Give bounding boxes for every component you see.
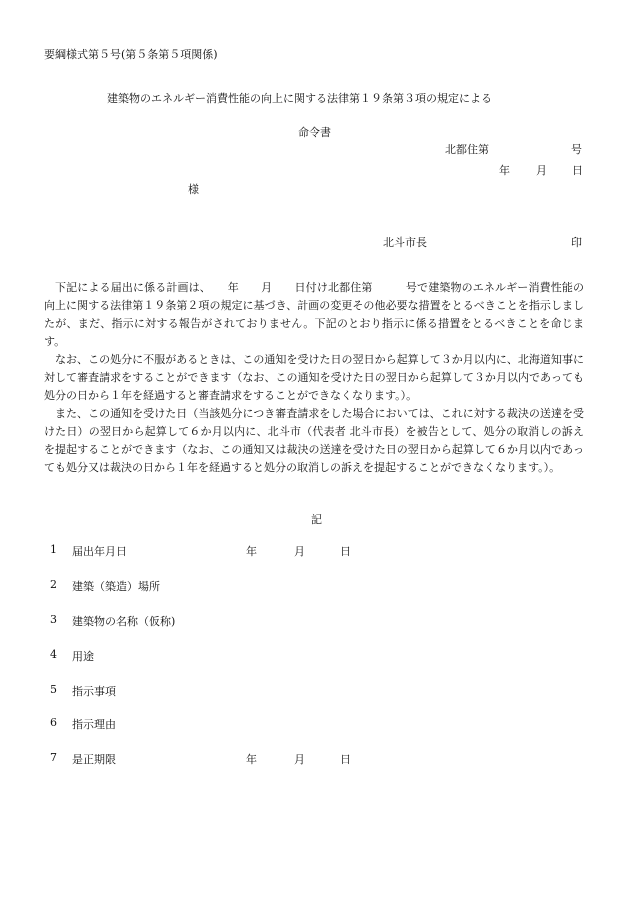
item-date-year: 年 <box>246 753 257 766</box>
item-number: 4 <box>50 648 57 661</box>
item-number: 1 <box>50 543 57 556</box>
item-number: 7 <box>50 751 57 764</box>
issue-date-day: 日 <box>572 164 583 177</box>
form-label: 要綱様式第５号(第５条第５項関係) <box>44 48 218 61</box>
item-label: 建築（築造）場所 <box>72 580 160 593</box>
item-date-day: 日 <box>340 753 351 766</box>
recipient-honorific: 様 <box>188 183 199 196</box>
list-item-reason <box>0 716 630 736</box>
body-paragraph-lawsuit: また、この通知を受けた日（当該処分につき審査請求をした場合においては、これに対する裁決の送達を受けた日）の翌日から起算して６か月以内に、北斗市（代表者 北斗市長）を被告として、処分の取消しの訴えを提起することができます（なお、この通知又は裁決の送達を受けた日の翌日から起算して６か月以内であっても処分又は裁決の日から１年を経過すると処分の取消しの訴えを提起することができなくなります。）。 <box>44 407 584 474</box>
item-label: 指示理由 <box>72 718 116 731</box>
law-heading: 建築物のエネルギー消費性能の向上に関する法律第１９条第３項の規定による <box>107 92 492 105</box>
item-number: 3 <box>50 613 57 626</box>
list-item-use <box>0 648 630 668</box>
issue-date-year: 年 <box>499 164 510 177</box>
item-label: 届出年月日 <box>72 545 127 558</box>
list-item-instructions <box>0 683 630 703</box>
item-date-month: 月 <box>294 753 305 766</box>
item-date-year: 年 <box>246 545 257 558</box>
item-label: 指示事項 <box>72 685 116 698</box>
item-number: 6 <box>50 716 57 729</box>
document-number-suffix: 号 <box>571 143 582 156</box>
body-paragraph-instruction: 下記による届出に係る計画は、 年 月 日付け北都住第 号で建築物のエネルギー消費性能の向上に関する法律第１９条第２項の規定に基づき、計画の変更その他必要な措置をとるべきことを指示しましたが、まだ、指示に対する報告がされておりません。下記のとおり指示に係る措置をとるべきことを命じます。 <box>44 281 584 348</box>
ki-heading: 記 <box>311 513 322 526</box>
item-number: 5 <box>50 683 57 696</box>
list-item-location <box>0 578 630 598</box>
list-item-correction-deadline <box>0 751 630 771</box>
list-item-notification-date <box>0 543 630 563</box>
item-label: 用途 <box>72 650 94 663</box>
list-item-building-name <box>0 613 630 633</box>
notice-body <box>44 279 584 477</box>
item-date-month: 月 <box>294 545 305 558</box>
issuer-seal: 印 <box>571 236 582 249</box>
issue-date-month: 月 <box>536 164 547 177</box>
body-paragraph-appeal: なお、この処分に不服があるときは、この通知を受けた日の翌日から起算して３か月以内に、北海道知事に対して審査請求をすることができます（なお、この通知を受けた日の翌日から起算して３か月以内であっても処分の日から１年を経過すると審査請求をすることができなくなります。）。 <box>44 353 584 402</box>
document-title: 命令書 <box>298 126 331 139</box>
issuer-name: 北斗市長 <box>383 236 427 249</box>
item-date-day: 日 <box>340 545 351 558</box>
item-label: 是正期限 <box>72 753 116 766</box>
item-number: 2 <box>50 578 57 591</box>
document-number-prefix: 北都住第 <box>445 143 489 156</box>
item-label: 建築物の名称（仮称) <box>72 615 176 628</box>
